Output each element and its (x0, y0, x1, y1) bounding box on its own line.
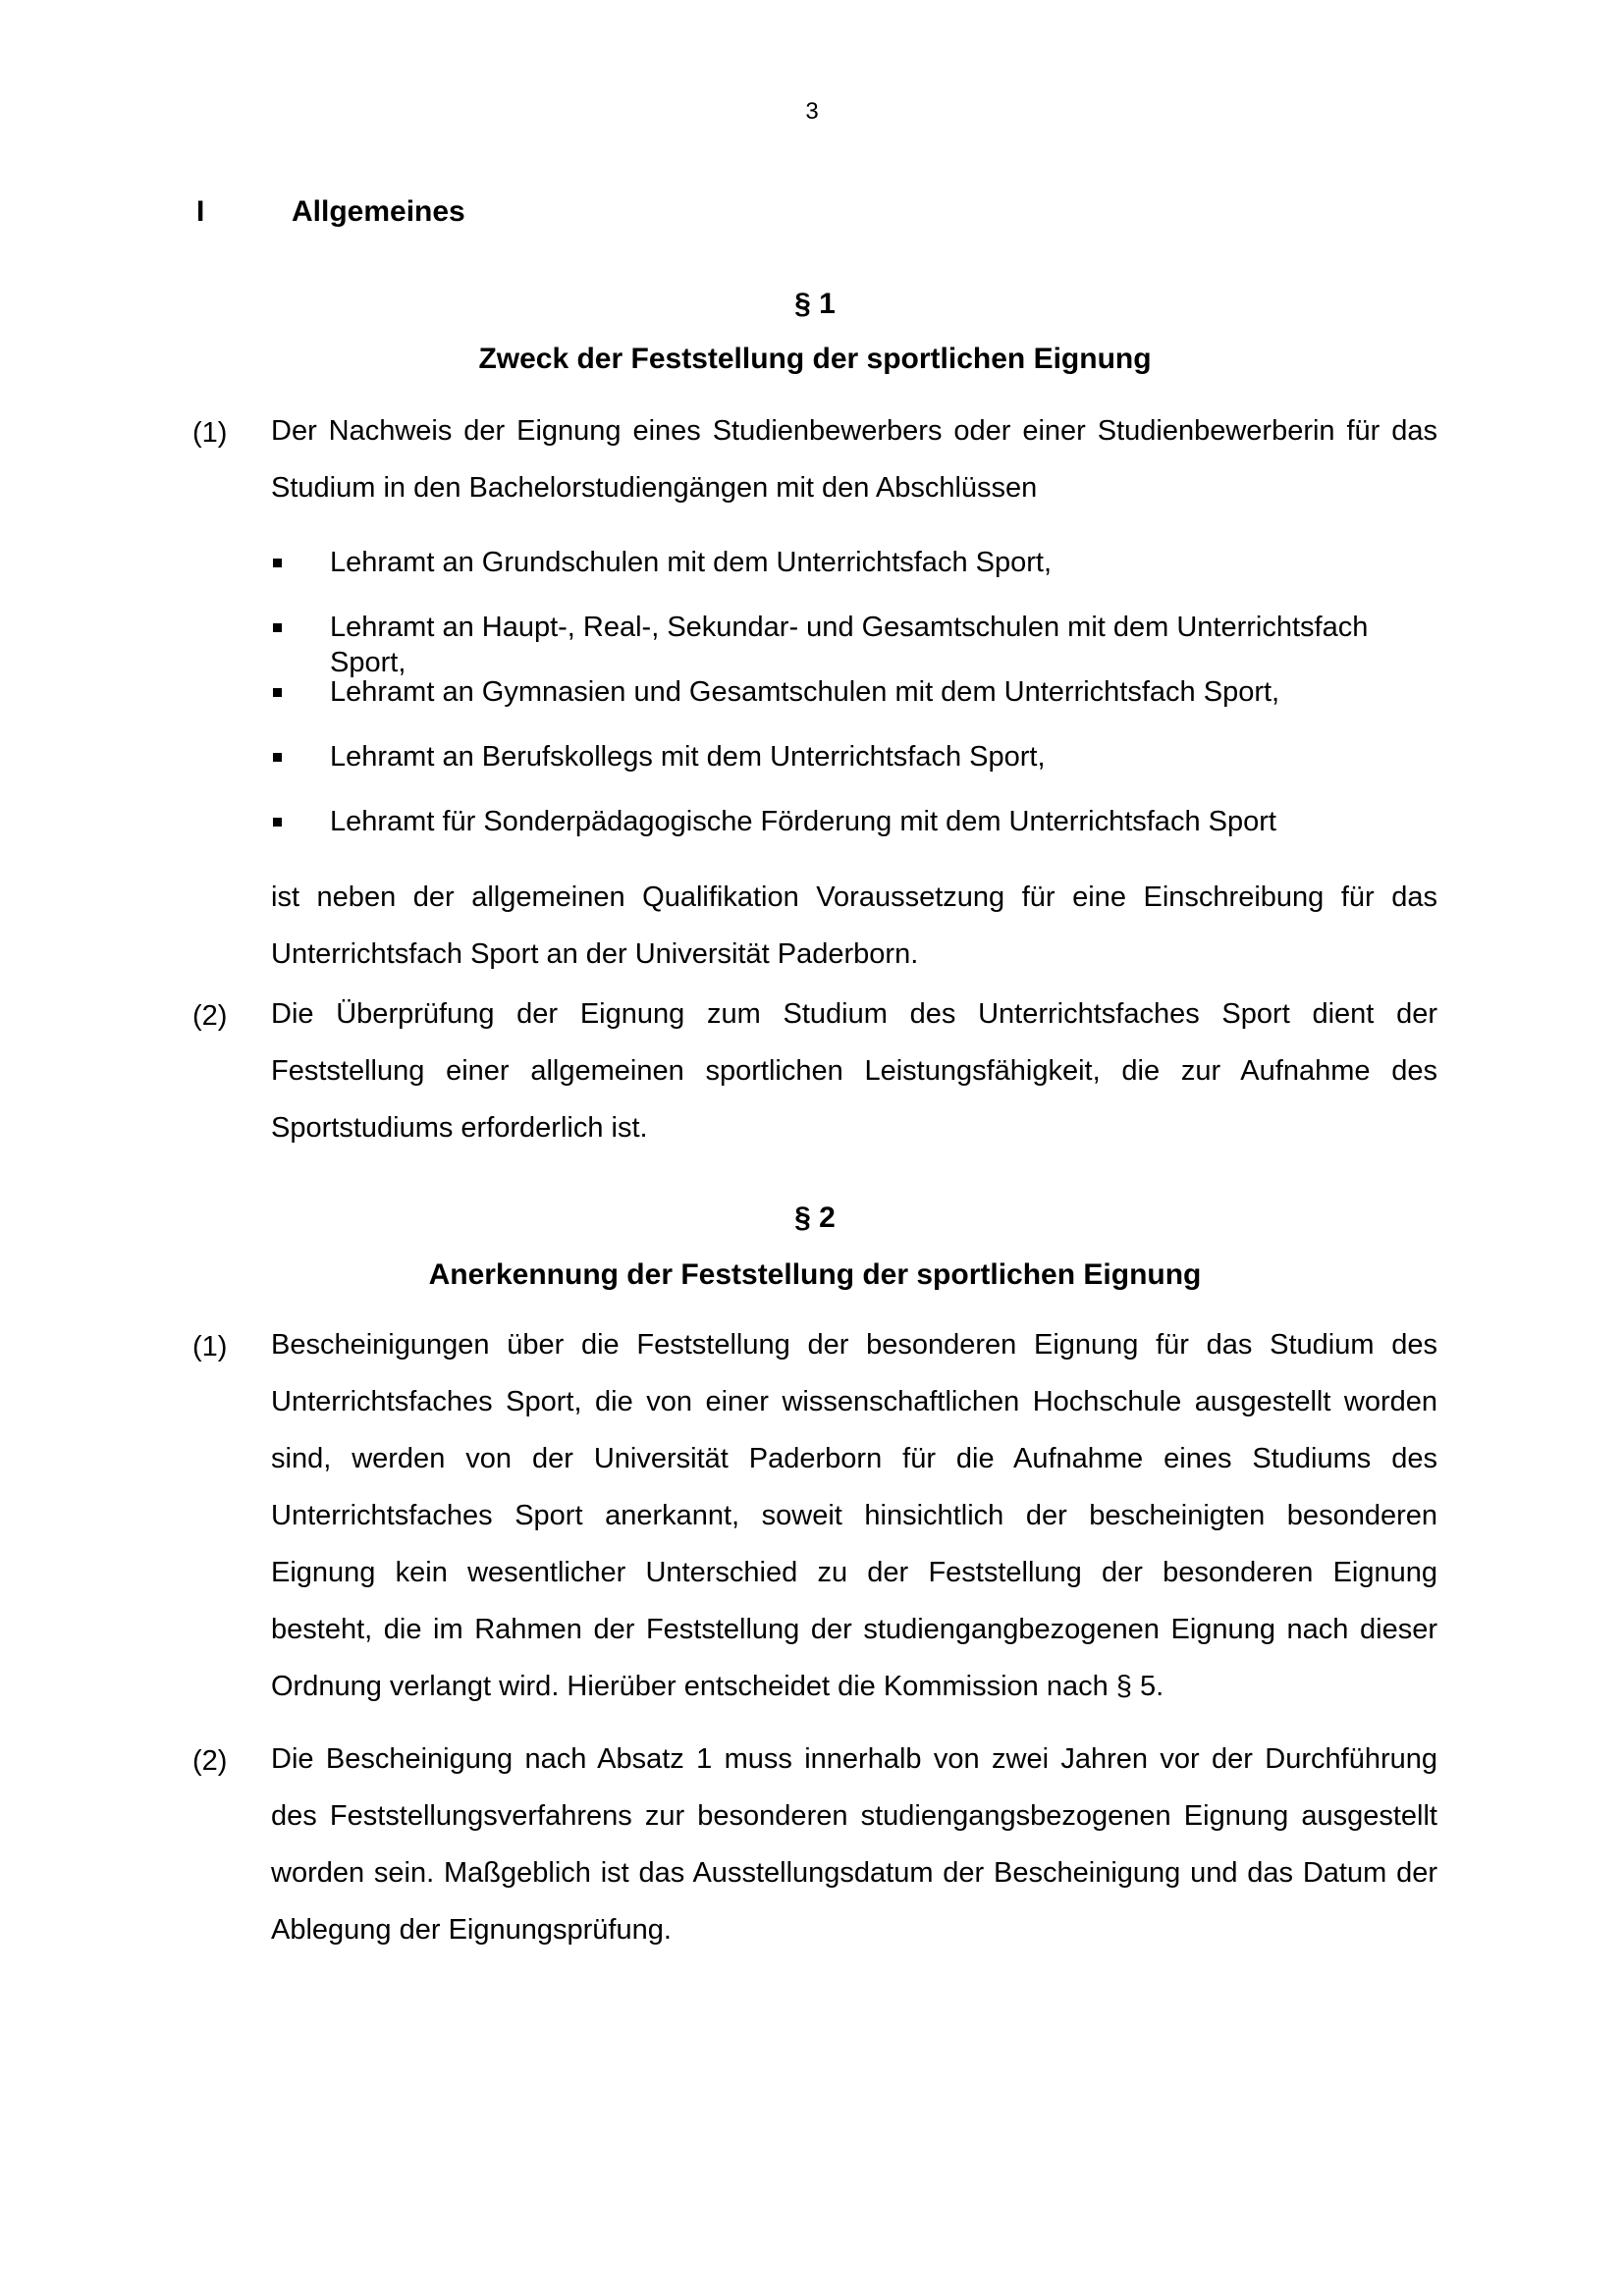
square-bullet-icon (273, 623, 282, 632)
absatz-number: (1) (192, 417, 228, 449)
square-bullet-icon (273, 753, 282, 762)
list-item: Lehramt für Sonderpädagogische Förderung mit dem Unterrichtsfach Sport (271, 804, 1449, 869)
absatz-text: Der Nachweis der Eignung eines Studienbewerbers oder einer Studienbewerberin für das Studium in den Bachelorstudiengängen mit den Abschlüssen (271, 415, 1437, 504)
absatz-text: Die Bescheinigung nach Absatz 1 muss innerhalb von zwei Jahren vor der Durchführung des Feststellungsverfahrens zur besonderen studiengangsbezogenen Eignung ausgestellt worden sein. Maßgeblich ist das Ausstellungsdatum der Bescheinigung und das Datum der Ablegung der Eignungsprüfung. (271, 1743, 1437, 1946)
section-1-sign: § 1 (794, 288, 836, 320)
square-bullet-icon (273, 688, 282, 697)
section-2-sign: § 2 (794, 1201, 836, 1234)
square-bullet-icon (273, 559, 282, 567)
page-number: 3 (805, 98, 819, 125)
absatz-number: (2) (192, 1000, 228, 1032)
list-item: Lehramt an Berufskollegs mit dem Unterrichtsfach Sport, (271, 739, 1449, 804)
absatz-text: Die Überprüfung der Eignung zum Studium des Unterrichtsfaches Sport dient der Feststellung einer allgemeinen sportlichen Leistungsfähigkeit, die zur Aufnahme des Sportstudiums erforderlich ist. (271, 998, 1437, 1144)
chapter-number: I (196, 195, 205, 228)
absatz-number: (1) (192, 1331, 228, 1362)
list-item: Lehramt an Gymnasien und Gesamtschulen mit dem Unterrichtsfach Sport, (271, 674, 1449, 739)
degree-list (271, 545, 1449, 869)
chapter-title: Allgemeines (292, 195, 465, 228)
section-1-absatz-1-continuation: ist neben der allgemeinen Qualifikation Voraussetzung für eine Einschreibung für das Unterrichtsfach Sport an der Universität Paderborn. (271, 881, 1437, 970)
list-item: Lehramt an Grundschulen mit dem Unterrichtsfach Sport, (271, 545, 1449, 610)
list-item: Lehramt an Haupt-, Real-, Sekundar- und Gesamtschulen mit dem Unterrichtsfach Sport, (271, 610, 1449, 674)
absatz-text: Bescheinigungen über die Feststellung der besonderen Eignung für das Studium des Unterrichtsfaches Sport, die von einer wissenschaftlichen Hochschule ausgestellt worden sind, werden von der Universität Paderborn für die Aufnahme eines Studiums des Unterrichtsfaches Sport anerkannt, soweit hinsichtlich der bescheinigten besonderen Eignung kein wesentlicher Unterschied zu der Feststellung der besonderen Eignung besteht, die im Rahmen der Feststellung der studiengangbezogenen Eignung nach dieser Ordnung verlangt wird. Hierüber entscheidet die Kommission nach § 5. (271, 1329, 1437, 1702)
absatz-number: (2) (192, 1745, 228, 1777)
section-2-title: Anerkennung der Feststellung der sportlichen Eignung (428, 1258, 1202, 1291)
square-bullet-icon (273, 818, 282, 827)
section-1-title: Zweck der Feststellung der sportlichen Eignung (478, 343, 1152, 375)
